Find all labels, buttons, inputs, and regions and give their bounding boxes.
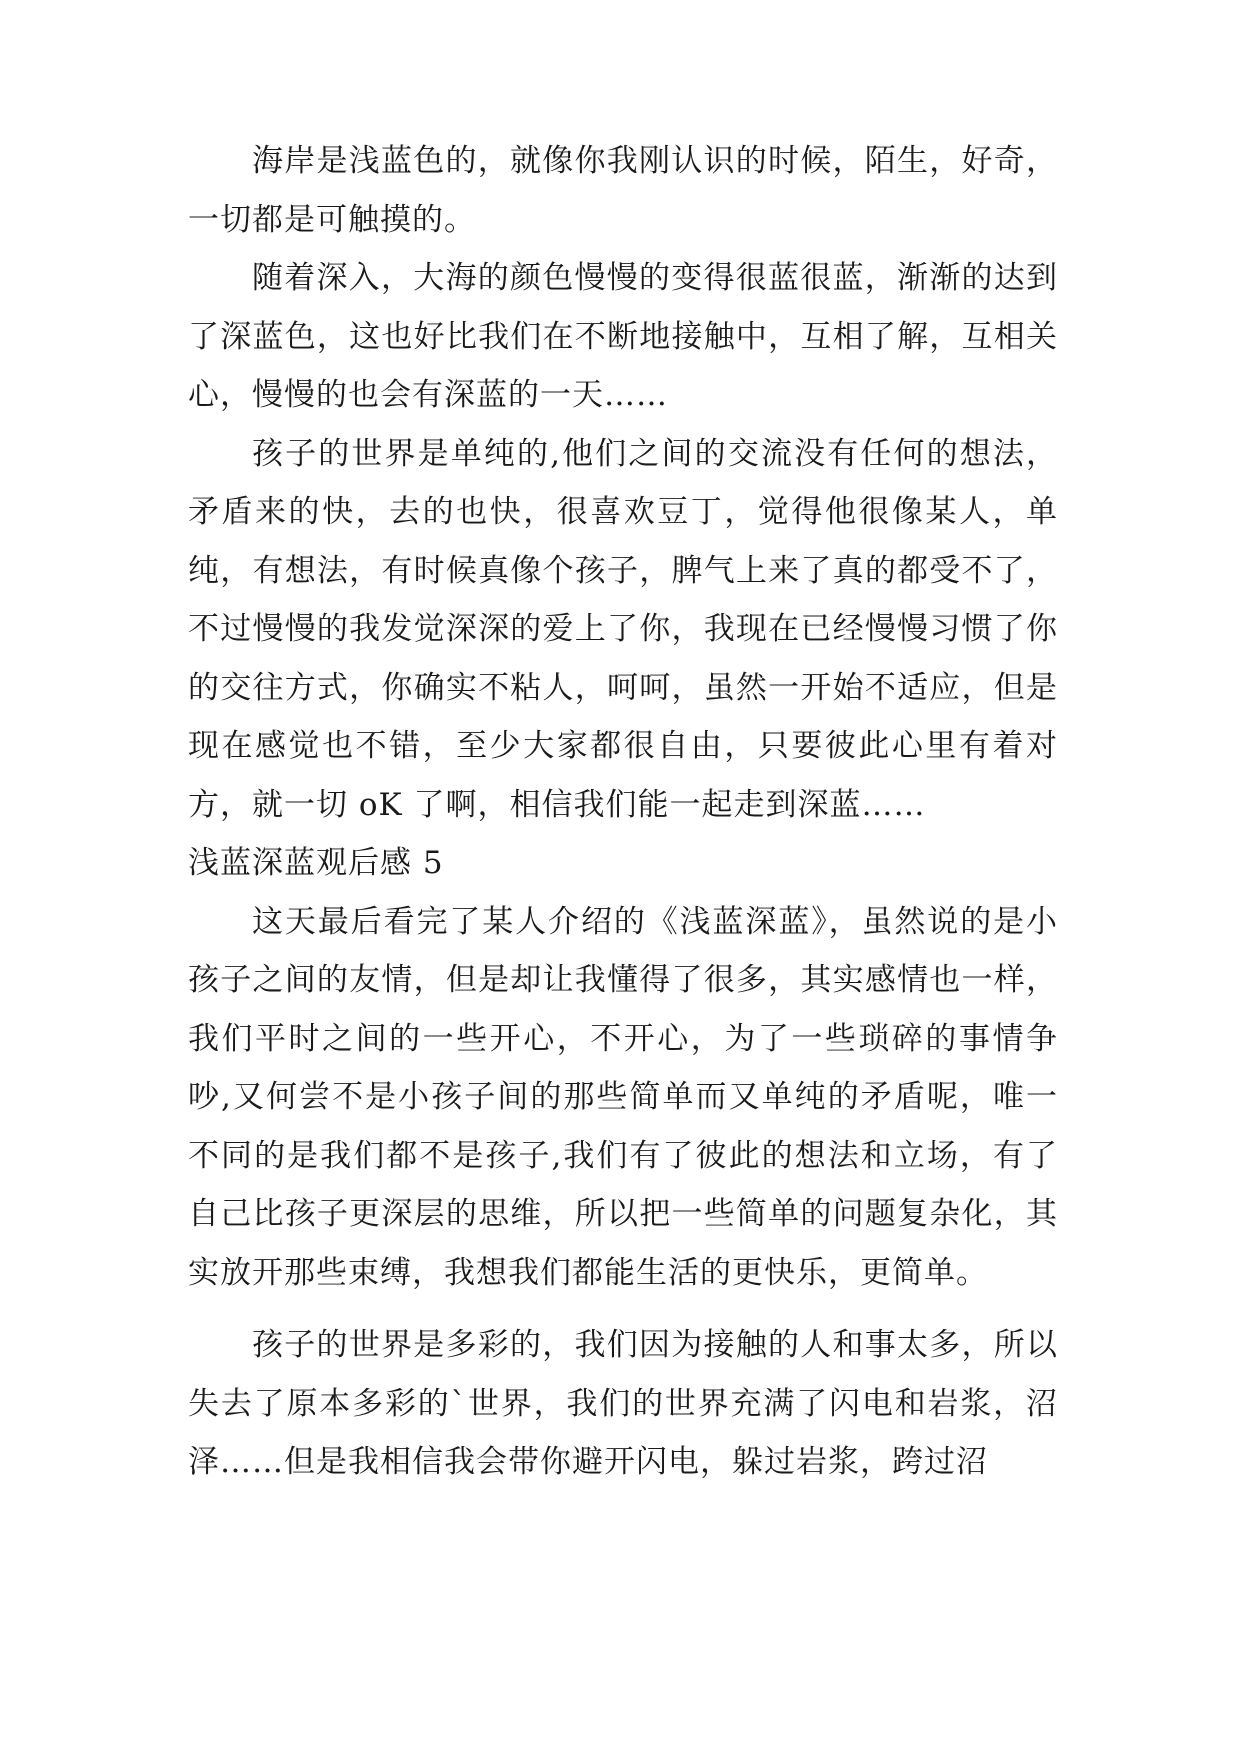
- paragraph-5: 孩子的世界是多彩的，我们因为接触的人和事太多，所以失去了原本多彩的`世界，我们的世界充满了闪电和岩浆，沼泽……但是我相信我会带你避开闪电，躲过岩浆，跨过沼: [188, 1327, 1058, 1480]
- document-body: [188, 132, 1058, 1492]
- paragraph-4: 这天最后看完了某人介绍的《浅蓝深蓝》，虽然说的是小孩子之间的友情，但是却让我懂得了很多，其实感情也一样，我们平时之间的一些开心，不开心，为了一些琐碎的事情争吵,又何尝不是小孩子间的那些简单而又单纯的矛盾呢，唯一不同的是我们都不是孩子,我们有了彼此的想法和立场，有了自己比孩子更深层的思维，所以把一些简单的问题复杂化，其实放开那些束缚，我想我们都能生活的更快乐，更简单。: [188, 903, 1058, 1291]
- paragraph-3: 孩子的世界是单纯的,他们之间的交流没有任何的想法，矛盾来的快，去的也快，很喜欢豆丁，觉得他很像某人，单纯，有想法，有时候真像个孩子，脾气上来了真的都受不了，不过慢慢的我发觉深深的爱上了你，我现在已经慢慢习惯了你的交往方式，你确实不粘人，呵呵，虽然一开始不适应，但是现在感觉也不错，至少大家都很自由，只要彼此心里有着对方，就一切 oK 了啊，相信我们能一起走到深蓝……: [188, 435, 1058, 823]
- paragraph-2: 随着深入，大海的颜色慢慢的变得很蓝很蓝，渐渐的达到了深蓝色，这也好比我们在不断地接触中，互相了解，互相关心，慢慢的也会有深蓝的一天……: [188, 260, 1058, 413]
- paragraph-1: 海岸是浅蓝色的，就像你我刚认识的时候，陌生，好奇，一切都是可触摸的。: [188, 143, 1058, 238]
- section-heading: 浅蓝深蓝观后感 5: [188, 845, 444, 881]
